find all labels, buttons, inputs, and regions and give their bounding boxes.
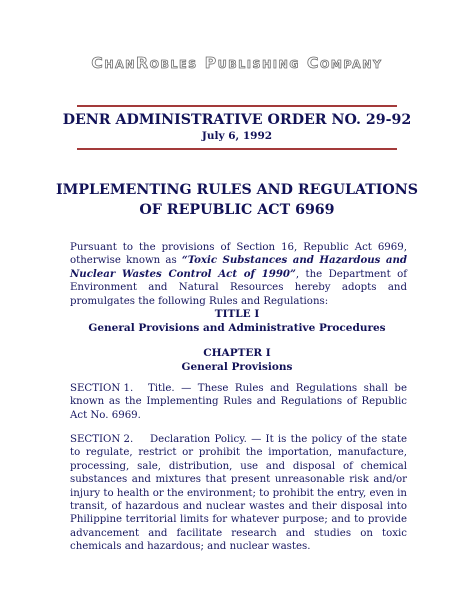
section-2 xyxy=(70,433,407,554)
chapter-label: CHAPTER I xyxy=(203,347,271,359)
title-label: TITLE I xyxy=(214,308,260,320)
act-name: “Toxic Substances and Hazardous and Nuclear Wastes Control Act of 1990” xyxy=(70,254,407,280)
main-title xyxy=(0,180,474,220)
top-divider xyxy=(77,105,397,107)
bottom-divider xyxy=(77,148,397,150)
order-title: DENR ADMINISTRATIVE ORDER NO. 29-92 xyxy=(62,112,412,128)
main-title-line-2: OF REPUBLIC ACT 6969 xyxy=(139,202,335,218)
section-1-text: Title. — These Rules and Regulations shall be known as the Implementing Rules and Regulations of Republic Act No. 6969. xyxy=(70,383,407,421)
intro-text-after: , the Department of Environment and Natural Resources hereby adopts and promulgates the following Rules and Regulations: xyxy=(70,268,407,307)
main-title-line-1: IMPLEMENTING RULES AND REGULATIONS xyxy=(56,182,418,198)
section-1-label: SECTION 1. xyxy=(70,383,134,394)
title-name: General Provisions and Administrative Procedures xyxy=(88,322,386,334)
intro-text-before: Pursuant to the provisions of Section 16, Republic Act 6969, otherwise known as xyxy=(70,242,407,267)
title-heading xyxy=(0,307,474,335)
publisher-header: ChanRobles Publishing Company xyxy=(91,54,383,72)
intro-paragraph xyxy=(70,241,407,308)
section-2-label: SECTION 2. xyxy=(70,434,134,445)
section-2-text: Declaration Policy. — It is the policy of the state to regulate, restrict or prohibit the importation, manufacture, processing, sale, distribution, use and disposal of chemical substances and mixtures that present unreasonable risk and/or injury to health or the environment; to prohibit the entry, even in transit, of hazardous and nuclear wastes and their disposal into Philippine territorial limits for whatever purpose; and to provide advancement and facilitate research and studies on toxic chemicals and hazardous; and nuclear wastes. xyxy=(70,434,407,553)
order-date: July 6, 1992 xyxy=(201,130,273,142)
chapter-name: General Provisions xyxy=(181,361,293,373)
chapter-heading xyxy=(0,346,474,374)
section-1 xyxy=(70,382,407,422)
